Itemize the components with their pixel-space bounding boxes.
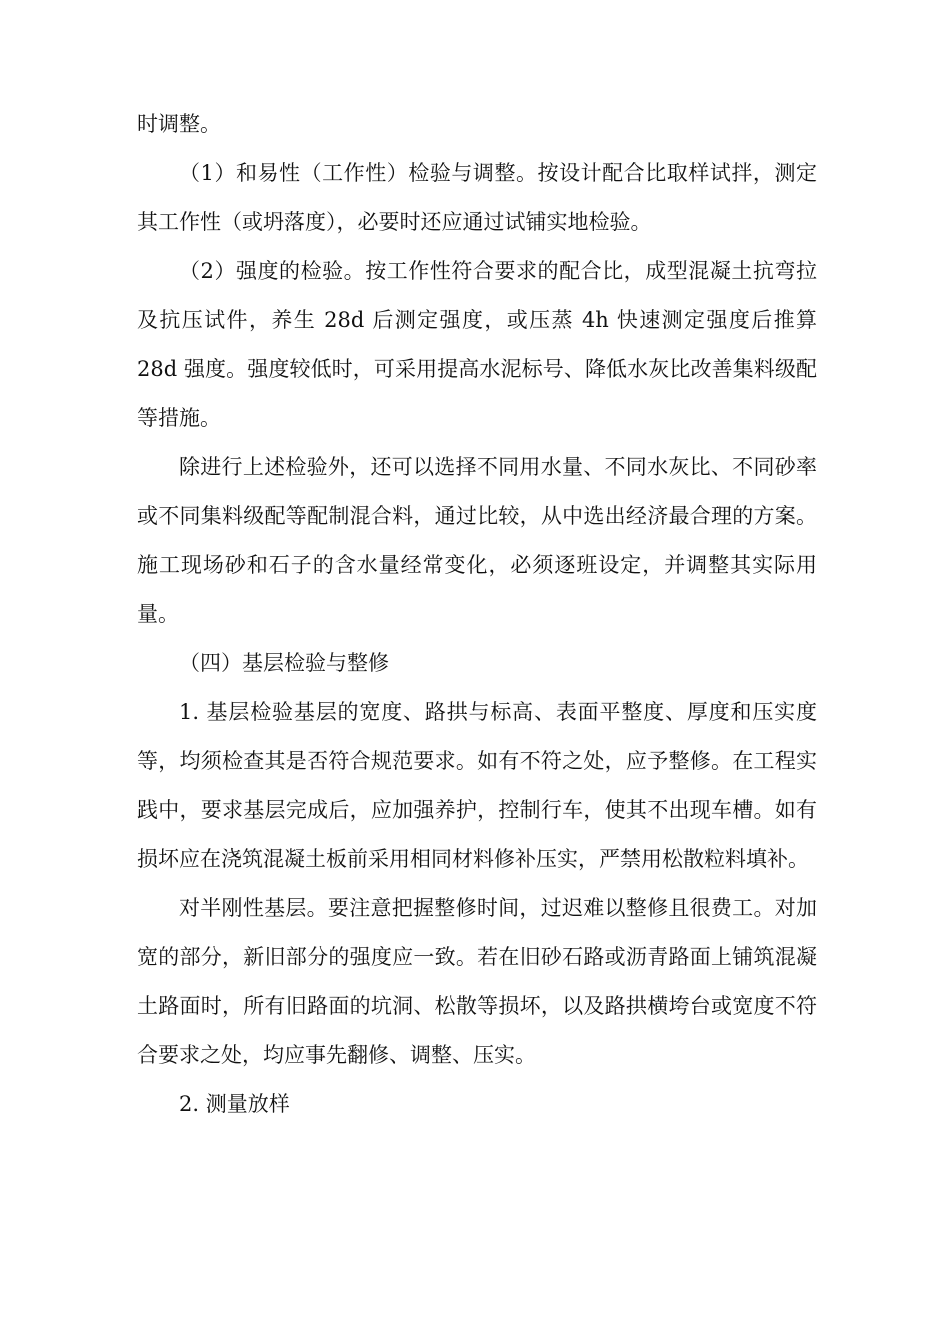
paragraph-base-inspection: 1. 基层检验基层的宽度、路拱与标高、表面平整度、厚度和压实度等，均须检查其是否符合规范要求。如有不符之处，应予整修。在工程实践中，要求基层完成后，应加强养护，控制行车，使其不出现车槽。如有损坏应在浇筑混凝土板前采用相同材料修补压实，严禁用松散粒料填补。 xyxy=(137,700,817,871)
section-heading-base-inspection: （四）基层检验与整修 xyxy=(179,651,389,675)
paragraph-strength-check: （2）强度的检验。按工作性符合要求的配合比，成型混凝土抗弯拉及抗压试件，养生 28d 后测定强度，或压蒸 4h 快速测定强度后推算 28d 强度。强度较低时，可采用提高水泥标号、降低水灰比改善集料级配等措施。 xyxy=(137,259,817,430)
paragraph-alternative-mixes: 除进行上述检验外，还可以选择不同用水量、不同水灰比、不同砂率或不同集料级配等配制混合料，通过比较，从中选出经济最合理的方案。施工现场砂和石子的含水量经常变化，必须逐班设定，并调整其实际用量。 xyxy=(137,455,817,626)
paragraph-semi-rigid-base: 对半刚性基层。要注意把握整修时间，过迟难以整修且很费工。对加宽的部分，新旧部分的强度应一致。若在旧砂石路或沥青路面上铺筑混凝土路面时，所有旧路面的坑洞、松散等损坏，以及路拱横垮台或宽度不符合要求之处，均应事先翻修、调整、压实。 xyxy=(137,896,817,1067)
section-heading-surveying: 2. 测量放样 xyxy=(179,1092,290,1116)
document-body xyxy=(137,100,817,1129)
paragraph-workability-check: （1）和易性（工作性）检验与调整。按设计配合比取样试拌，测定其工作性（或坍落度），必要时还应通过试铺实地检验。 xyxy=(137,161,817,234)
paragraph-continuation: 时调整。 xyxy=(137,112,221,136)
